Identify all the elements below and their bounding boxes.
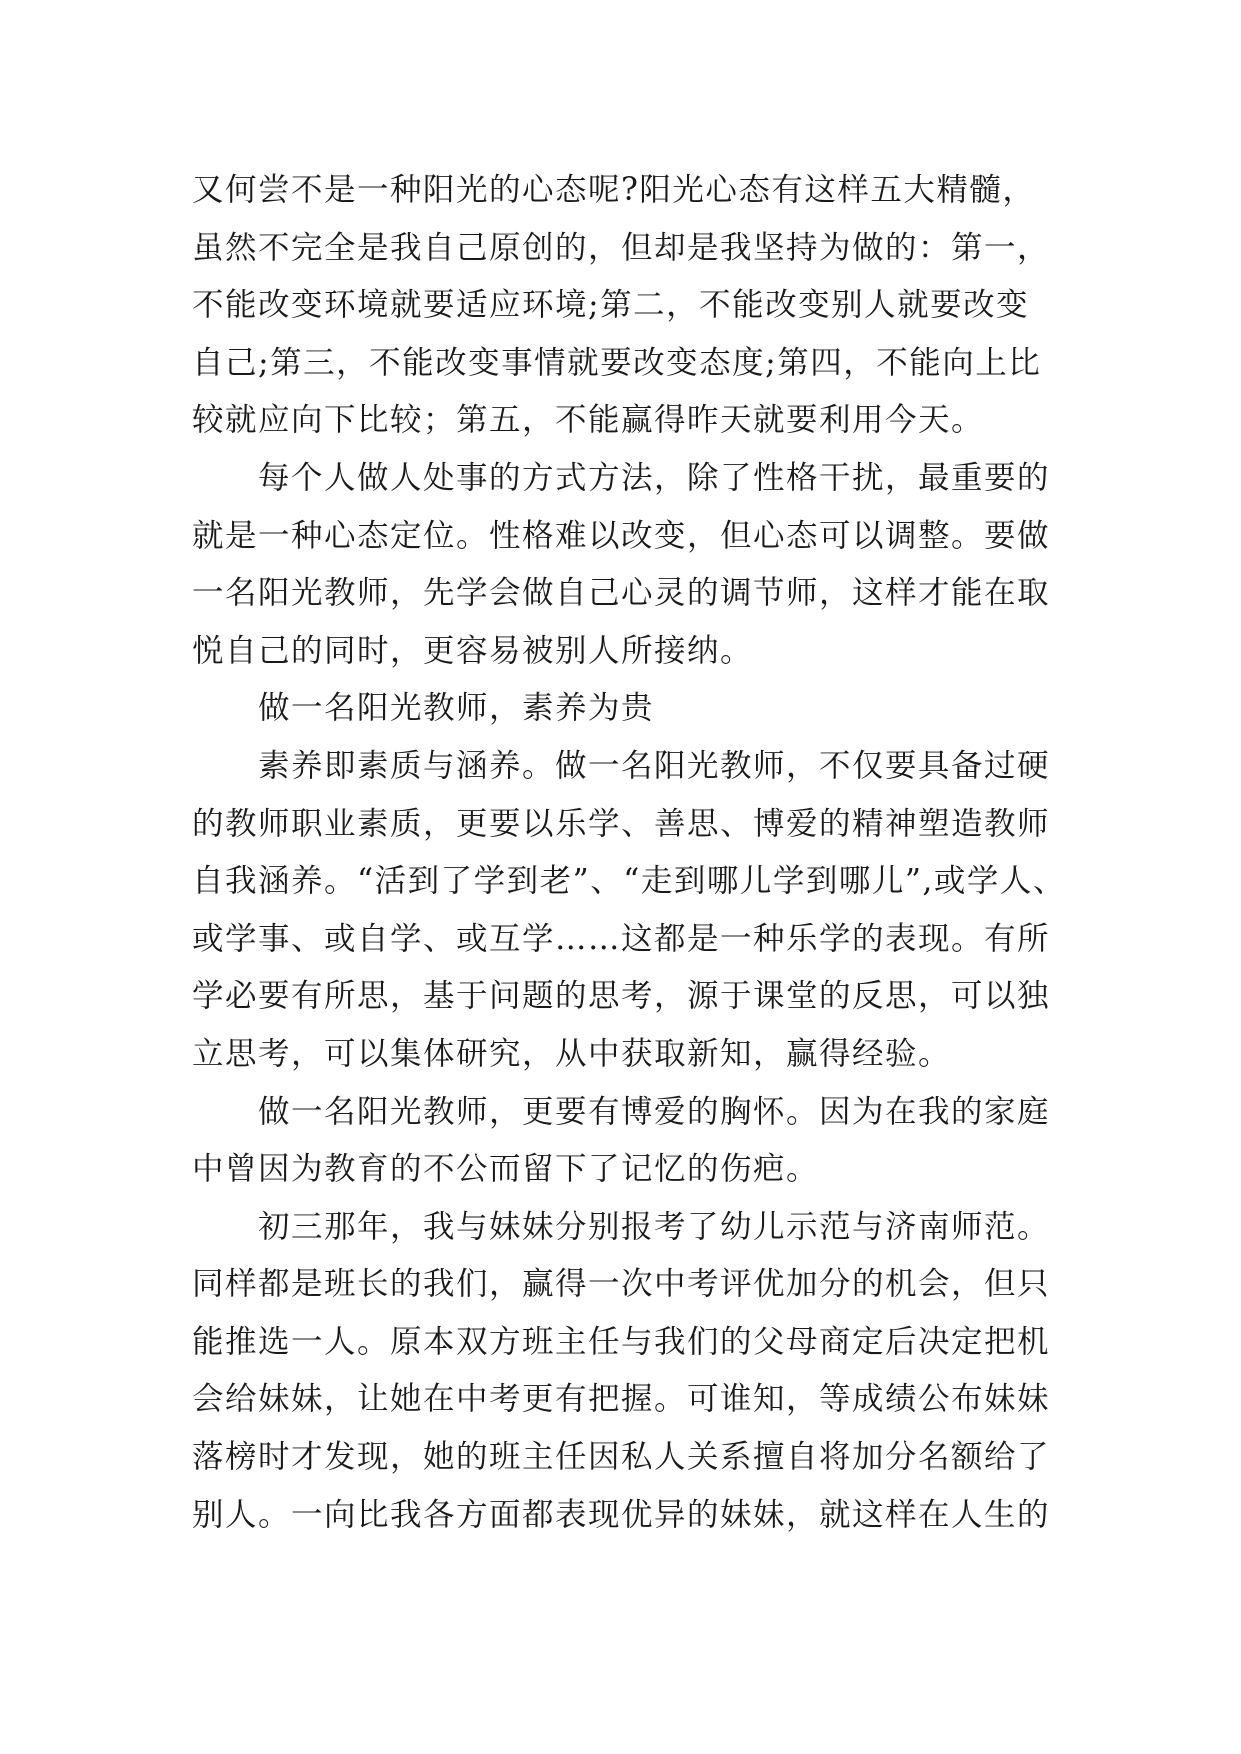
text-line: 自己;第三，不能改变事情就要改变态度;第四，不能向上比 [192,344,1042,381]
text-line: 能推选一人。原本双方班主任与我们的父母商定后决定把机 [192,1323,1051,1360]
text-line: 别人。一向比我各方面都表现优异的妹妹，就这样在人生的 [192,1496,1051,1533]
text-line: 不能改变环境就要适应环境;第二，不能改变别人就要改变 [192,287,1030,324]
text-line: 做一名阳光教师，更要有博爱的胸怀。因为在我的家庭 [192,1093,1051,1130]
text-line: 学必要有所思，基于问题的思考，源于课堂的反思，可以独 [192,978,1051,1015]
text-line: 悦自己的同时，更容易被别人所接纳。 [192,632,754,669]
text-line: 一名阳光教师，先学会做自己心灵的调节师，这样才能在取 [192,575,1051,612]
text-line: 自我涵养。“活到了学到老”、“走到哪儿学到哪儿”,或学人、 [192,863,1066,900]
text-line: 每个人做人处事的方式方法，除了性格干扰，最重要的 [192,459,1051,496]
text-line: 或学事、或自学、或互学……这都是一种乐学的表现。有所 [192,920,1051,957]
text-line: 就是一种心态定位。性格难以改变，但心态可以调整。要做 [192,517,1051,554]
text-line: 会给妹妹，让她在中考更有把握。可谁知，等成绩公布妹妹 [192,1381,1051,1418]
text-line: 中曾因为教育的不公而留下了记忆的伤疤。 [192,1151,820,1188]
text-line: 较就应向下比较；第五，不能赢得昨天就要利用今天。 [192,402,985,439]
document-body [192,162,1066,1544]
text-line: 落榜时才发现，她的班主任因私人关系擅自将加分名额给了 [192,1439,1051,1476]
text-line: 立思考，可以集体研究，从中获取新知，赢得经验。 [192,1035,952,1072]
section-heading: 做一名阳光教师，素养为贵 [192,690,655,727]
text-line: 虽然不完全是我自己原创的，但却是我坚持为做的：第一， [192,229,1051,266]
text-line: 的教师职业素质，更要以乐学、善思、博爱的精神塑造教师 [192,805,1051,842]
text-line: 同样都是班长的我们，赢得一次中考评优加分的机会，但只 [192,1266,1051,1303]
text-line: 又何尝不是一种阳光的心态呢?阳光心态有这样五大精髓， [192,172,1036,208]
text-line: 初三那年，我与妹妹分别报考了幼儿示范与济南师范。 [192,1208,1051,1245]
text-line: 素养即素质与涵养。做一名阳光教师，不仅要具备过硬 [192,747,1051,784]
